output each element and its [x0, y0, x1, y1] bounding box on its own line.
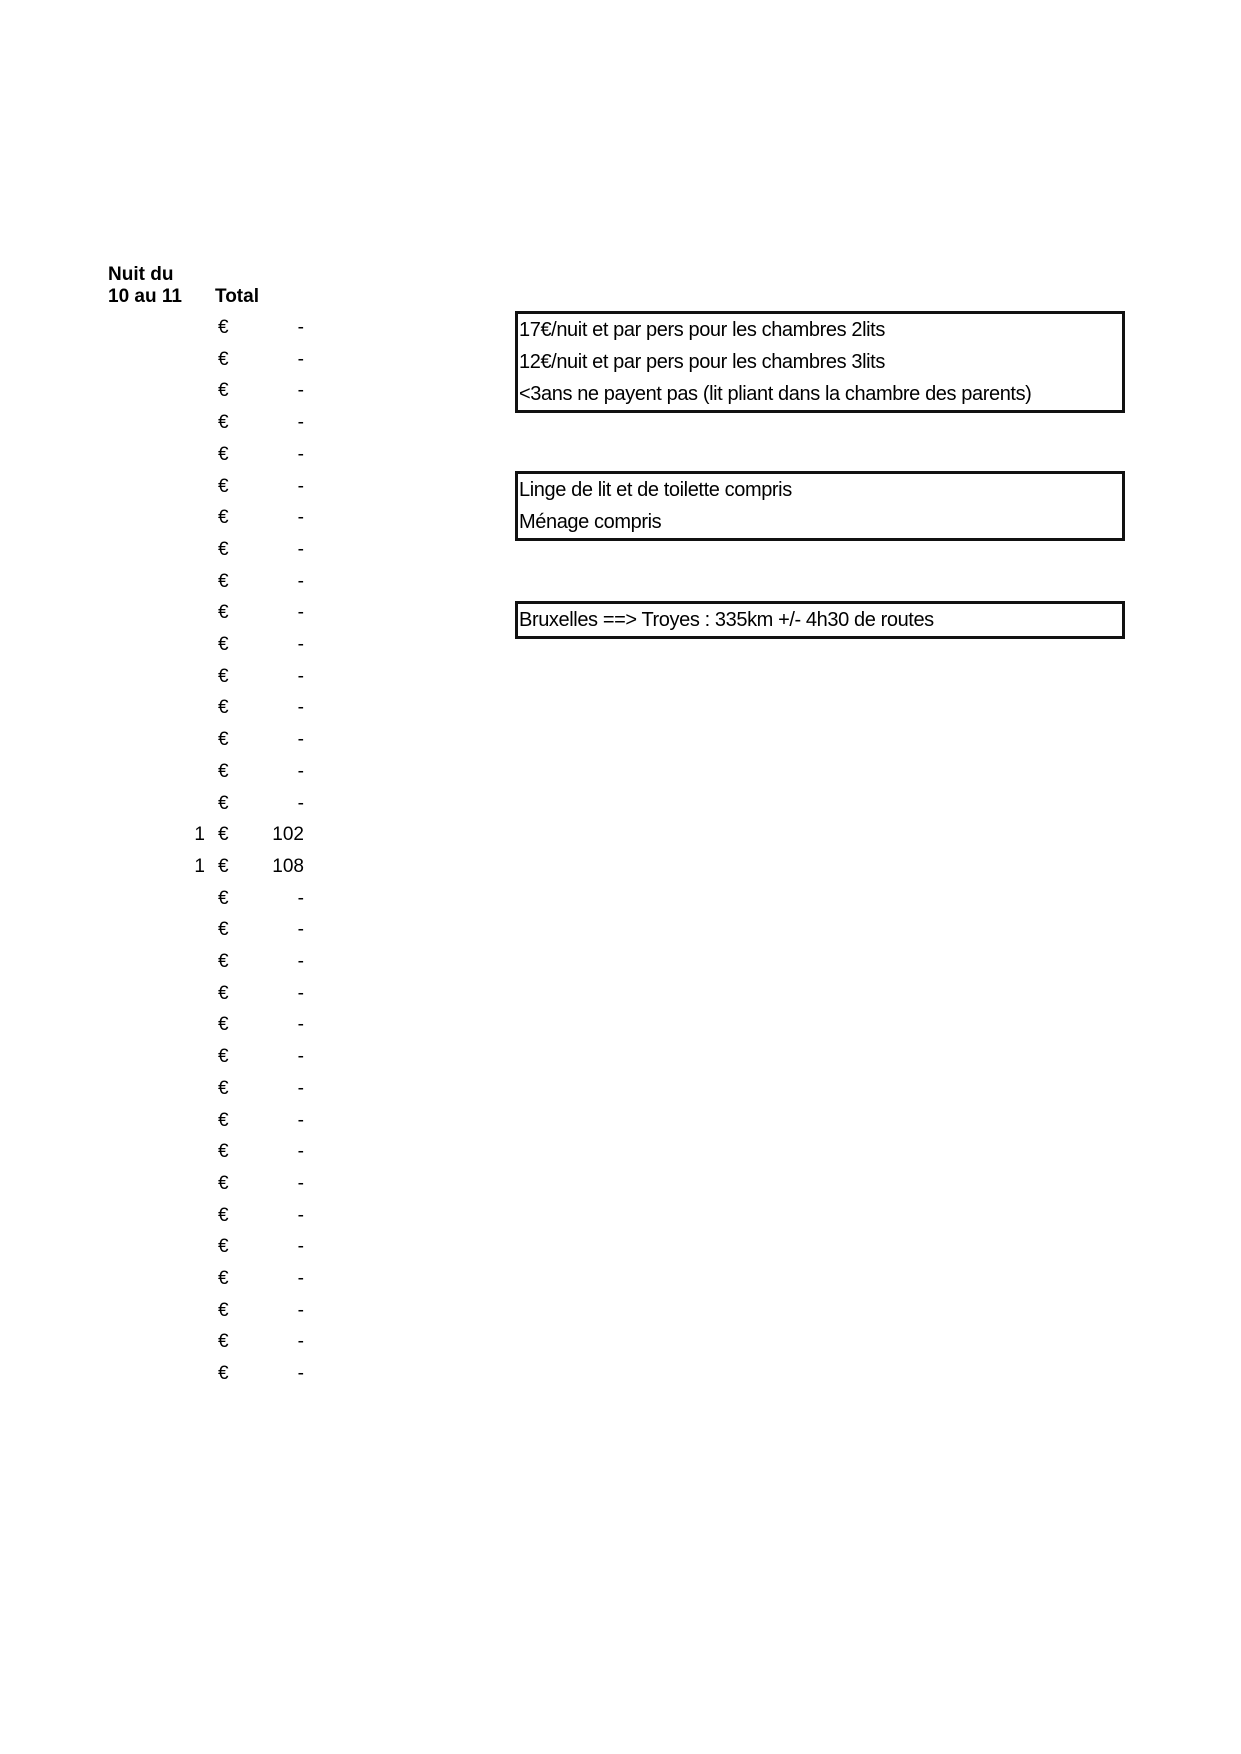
- pricing-note-line: 12€/nuit et par pers pour les chambres 3lits: [519, 351, 885, 373]
- table-row: [0, 729, 400, 759]
- row-total: -: [297, 380, 304, 402]
- table-row: [0, 1014, 400, 1044]
- row-count: 1: [194, 824, 205, 846]
- table-row: [0, 507, 400, 537]
- row-total: -: [297, 1204, 304, 1226]
- row-total: -: [297, 1299, 304, 1321]
- row-total: -: [297, 1046, 304, 1068]
- table-row: [0, 1300, 400, 1330]
- euro-symbol: €: [218, 1109, 229, 1131]
- euro-symbol: €: [218, 1046, 229, 1068]
- row-total: -: [297, 792, 304, 814]
- euro-symbol: €: [218, 1014, 229, 1036]
- table-row: [0, 539, 400, 569]
- row-total: -: [297, 982, 304, 1004]
- row-total: -: [297, 538, 304, 560]
- euro-symbol: €: [218, 412, 229, 434]
- row-total: -: [297, 348, 304, 370]
- row-total: -: [297, 634, 304, 655]
- row-total: -: [297, 1331, 304, 1353]
- row-total: -: [297, 1014, 304, 1036]
- table-row: [0, 412, 400, 442]
- pricing-note-box: [515, 311, 1125, 413]
- table-row: [0, 1141, 400, 1171]
- euro-symbol: €: [218, 729, 229, 751]
- table-row: [0, 1268, 400, 1298]
- table-row: [0, 1205, 400, 1235]
- row-total: -: [297, 697, 304, 719]
- euro-symbol: €: [218, 665, 229, 687]
- table-row: [0, 697, 400, 727]
- row-total: -: [297, 729, 304, 751]
- table-row: [0, 1078, 400, 1108]
- euro-symbol: €: [218, 380, 229, 402]
- euro-symbol: €: [218, 951, 229, 972]
- included-note-box: [515, 471, 1125, 541]
- row-total: -: [297, 760, 304, 782]
- included-note-line: Ménage compris: [519, 511, 662, 533]
- table-row: [0, 761, 400, 791]
- row-total: -: [297, 1077, 304, 1099]
- row-total: -: [297, 570, 304, 592]
- euro-symbol: €: [218, 792, 229, 814]
- route-note-box: [515, 601, 1125, 639]
- row-total: -: [297, 475, 304, 497]
- row-total: -: [297, 1172, 304, 1194]
- table-row: [0, 951, 400, 981]
- euro-symbol: €: [218, 602, 229, 624]
- table-row: [0, 1173, 400, 1203]
- euro-symbol: €: [218, 1236, 229, 1258]
- row-total: 102: [272, 824, 304, 846]
- euro-symbol: €: [218, 507, 229, 529]
- euro-symbol: €: [218, 1299, 229, 1321]
- table-row: [0, 1331, 400, 1361]
- euro-symbol: €: [218, 1363, 229, 1385]
- row-count: 1: [194, 855, 205, 877]
- row-total: -: [297, 317, 304, 338]
- euro-symbol: €: [218, 1331, 229, 1353]
- header-night-line1: Nuit du: [108, 264, 174, 285]
- table-row: [0, 824, 400, 854]
- table-row: [0, 444, 400, 474]
- row-total: -: [297, 602, 304, 624]
- row-total: -: [297, 1268, 304, 1289]
- row-total: -: [297, 951, 304, 972]
- pricing-note-line: <3ans ne payent pas (lit pliant dans la chambre des parents): [519, 383, 1032, 405]
- euro-symbol: €: [218, 1268, 229, 1289]
- table-row: [0, 1363, 400, 1393]
- table-row: [0, 983, 400, 1013]
- table-row: [0, 317, 400, 347]
- euro-symbol: €: [218, 760, 229, 782]
- euro-symbol: €: [218, 1172, 229, 1194]
- row-total: -: [297, 443, 304, 465]
- euro-symbol: €: [218, 317, 229, 338]
- header-night-line2: 10 au 11: [108, 286, 182, 307]
- row-total: -: [297, 1236, 304, 1258]
- route-note-line: Bruxelles ==> Troyes : 335km +/- 4h30 de routes: [519, 609, 934, 631]
- euro-symbol: €: [218, 1204, 229, 1226]
- euro-symbol: €: [218, 982, 229, 1004]
- euro-symbol: €: [218, 697, 229, 719]
- euro-symbol: €: [218, 919, 229, 941]
- euro-symbol: €: [218, 634, 229, 655]
- table-row: [0, 856, 400, 886]
- euro-symbol: €: [218, 1141, 229, 1163]
- table-row: [0, 1046, 400, 1076]
- table-row: [0, 666, 400, 696]
- included-note-line: Linge de lit et de toilette compris: [519, 479, 792, 501]
- euro-symbol: €: [218, 855, 229, 877]
- pricing-note-line: 17€/nuit et par pers pour les chambres 2lits: [519, 319, 885, 341]
- header-total: Total: [215, 286, 259, 307]
- table-row: [0, 571, 400, 601]
- table-row: [0, 888, 400, 918]
- row-total: -: [297, 887, 304, 909]
- table-row: [0, 1110, 400, 1140]
- table-row: [0, 793, 400, 823]
- row-total: -: [297, 1109, 304, 1131]
- euro-symbol: €: [218, 1077, 229, 1099]
- table-row: [0, 634, 400, 664]
- row-total: 108: [272, 855, 304, 877]
- euro-symbol: €: [218, 570, 229, 592]
- euro-symbol: €: [218, 538, 229, 560]
- row-total: -: [297, 1363, 304, 1385]
- table-row: [0, 380, 400, 410]
- euro-symbol: €: [218, 475, 229, 497]
- euro-symbol: €: [218, 887, 229, 909]
- table-row: [0, 349, 400, 379]
- row-total: -: [297, 919, 304, 941]
- row-total: -: [297, 507, 304, 529]
- euro-symbol: €: [218, 348, 229, 370]
- table-row: [0, 1236, 400, 1266]
- euro-symbol: €: [218, 443, 229, 465]
- euro-symbol: €: [218, 824, 229, 846]
- header-night-label: [108, 264, 182, 308]
- table-row: [0, 919, 400, 949]
- table-row: [0, 476, 400, 506]
- row-total: -: [297, 1141, 304, 1163]
- row-total: -: [297, 412, 304, 434]
- table-row: [0, 602, 400, 632]
- row-total: -: [297, 665, 304, 687]
